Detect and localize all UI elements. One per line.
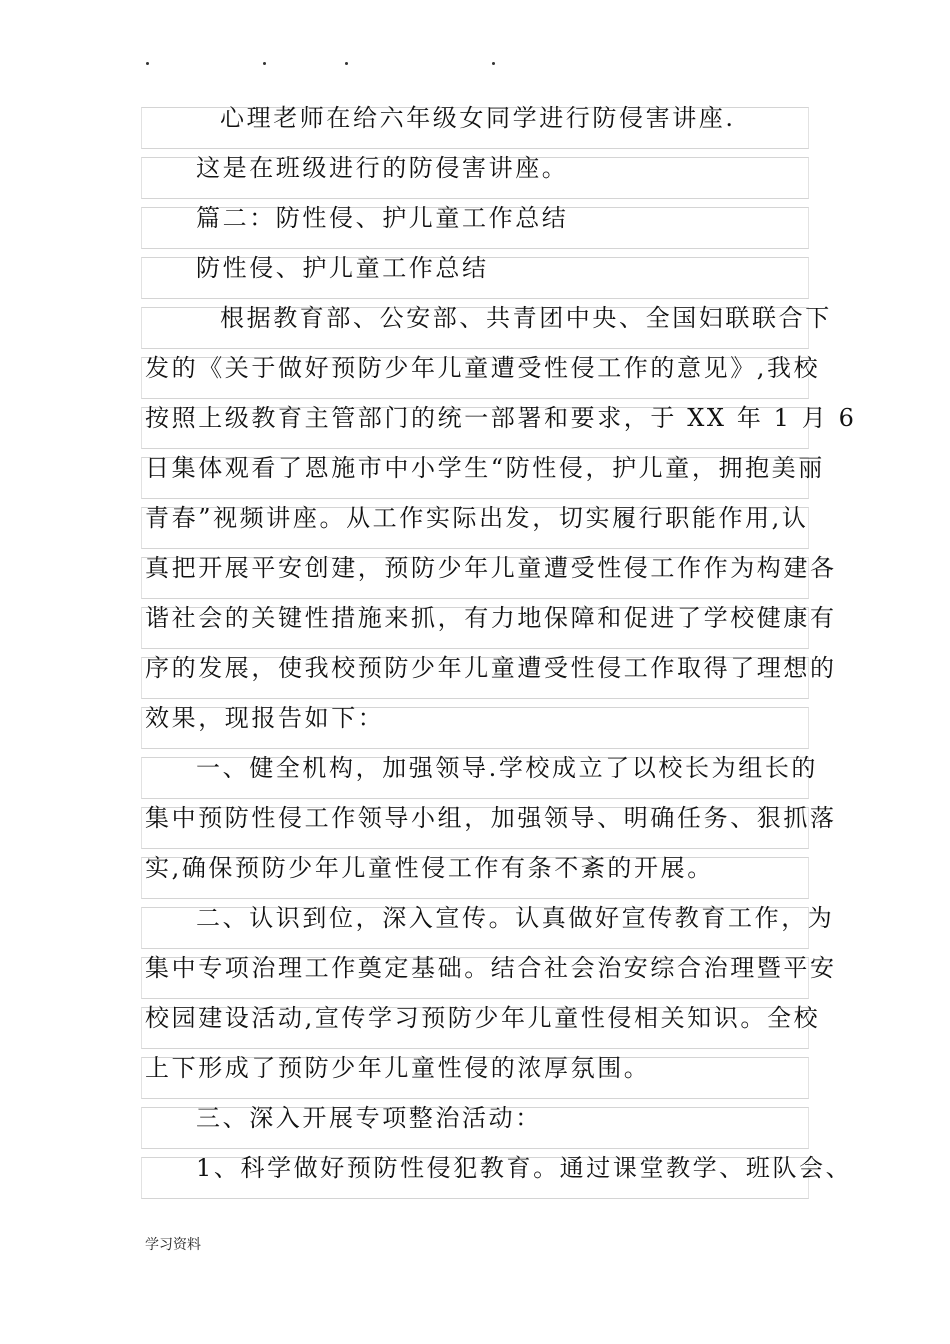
text-line: 日集体观看了恩施市中小学生“防性侵，护儿童，拥抱美丽	[145, 454, 825, 482]
header-dot	[263, 62, 266, 65]
text-line: 心理老师在给六年级女同学进行防侵害讲座.	[220, 104, 736, 132]
header-dots	[0, 62, 950, 72]
text-line: 集中专项治理工作奠定基础。结合社会治安综合治理暨平安	[145, 954, 837, 982]
text-line: 青春”视频讲座。从工作实际出发，切实履行职能作用,认	[145, 504, 809, 532]
text-line: 校园建设活动,宣传学习预防少年儿童性侵相关知识。全校	[145, 1004, 821, 1032]
text-line: 按照上级教育主管部门的统一部署和要求，于 XX 年 1 月 6	[145, 404, 857, 432]
text-line: 这是在班级进行的防侵害讲座。	[196, 154, 569, 182]
text-line: 1、科学做好预防性侵犯教育。通过课堂教学、班队会、	[196, 1154, 853, 1182]
section-heading: 篇二：防性侵、护儿童工作总结	[196, 204, 569, 232]
text-line: 二、认识到位，深入宣传。认真做好宣传教育工作，为	[196, 904, 835, 932]
header-dot	[492, 62, 495, 65]
header-dot	[345, 62, 348, 65]
text-line: 效果，现报告如下：	[145, 704, 385, 732]
text-line: 根据教育部、公安部、共青团中央、全国妇联联合下	[220, 304, 832, 332]
text-line: 集中预防性侵工作领导小组，加强领导、明确任务、狠抓落	[145, 804, 837, 832]
text-line: 发的《关于做好预防少年儿童遭受性侵工作的意见》,我校	[145, 354, 821, 382]
text-line: 真把开展平安创建，预防少年儿童遭受性侵工作作为构建各	[145, 554, 837, 582]
header-dot	[146, 62, 149, 65]
page-footer: 学习资料	[145, 1237, 201, 1253]
text-line: 上下形成了预防少年儿童性侵的浓厚氛围。	[145, 1054, 651, 1082]
document-title: 防性侵、护儿童工作总结	[196, 254, 489, 282]
text-line: 序的发展，使我校预防少年儿童遭受性侵工作取得了理想的	[145, 654, 837, 682]
text-line: 一、健全机构，加强领导.学校成立了以校长为组长的	[196, 754, 819, 782]
text-line: 三、深入开展专项整治活动：	[196, 1104, 542, 1132]
text-line: 实,确保预防少年儿童性侵工作有条不紊的开展。	[145, 854, 714, 882]
text-line: 谐社会的关键性措施来抓，有力地保障和促进了学校健康有	[145, 604, 837, 632]
